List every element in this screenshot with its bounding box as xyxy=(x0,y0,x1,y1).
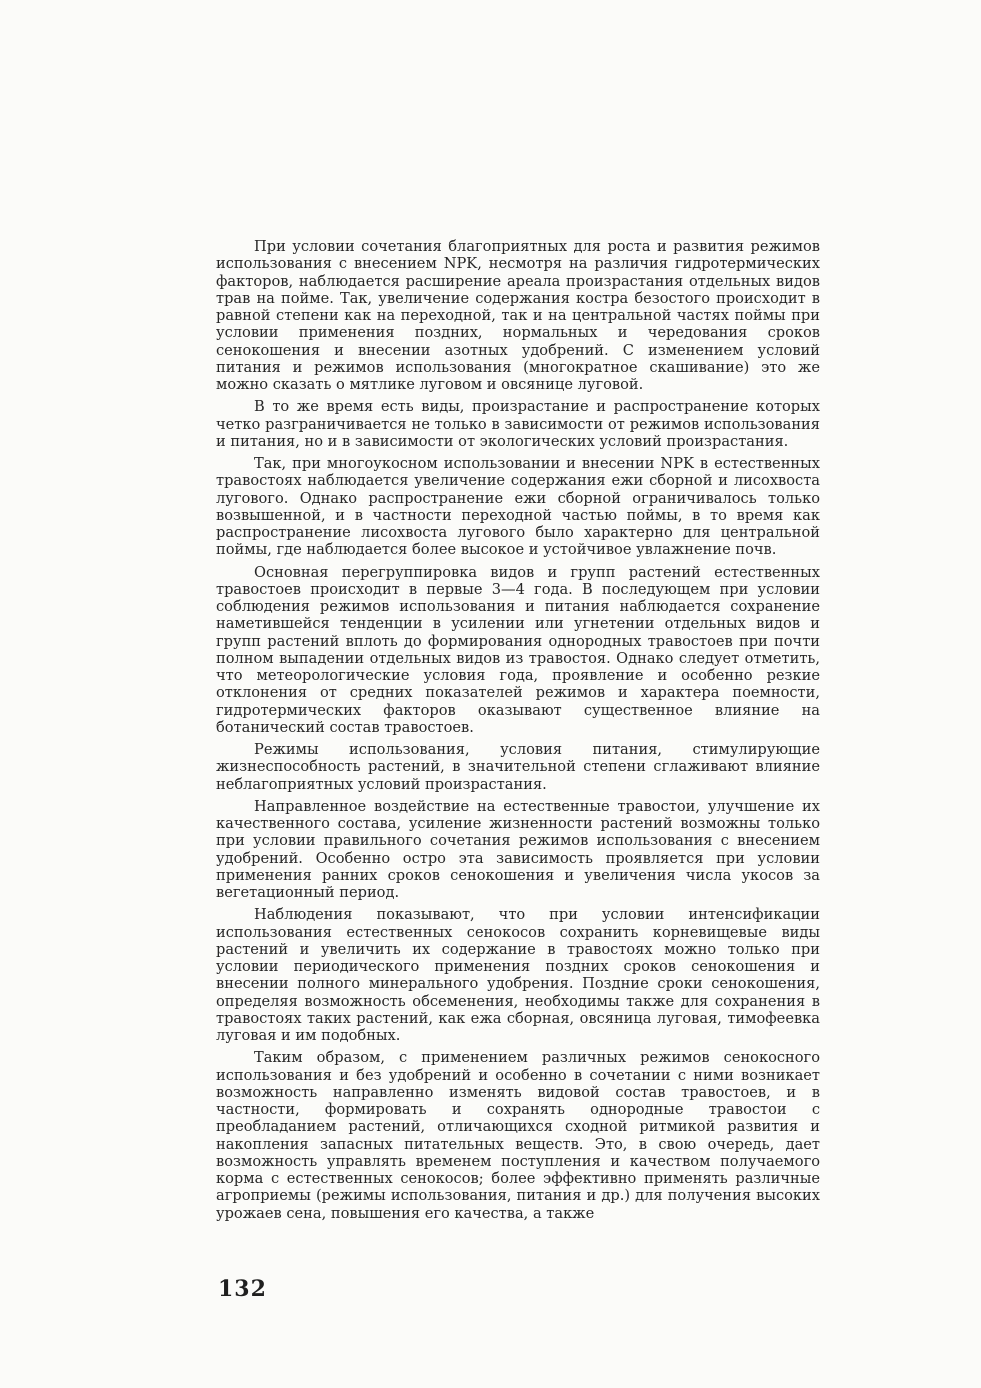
paragraph-2: В то же время есть виды, произрастание и распространение которых четко разграничивается не только в зависимости от режимов использования и питания, но и в зависимости от экологических условий произрастания. xyxy=(216,398,820,450)
paragraph-7: Наблюдения показывают, что при условии интенсификации использования естественных сенокосов сохранить корневищевые виды растений и увеличить их содержание в травостоях можно только при условии периодического применения поздних сроков сенокошения и внесении полного минерального удобрения. Поздние сроки сенокошения, определяя возможность обсеменения, необходимы также для сохранения в травостоях таких растений, как ежа сборная, овсяница луговая, тимофеевка луговая и им подобных. xyxy=(216,906,820,1044)
paragraph-8: Таким образом, с применением различных режимов сенокосного использования и без удобрений и особенно в сочетании с ними возникает возможность направленно изменять видовой состав травостоев, и в частности, формировать и сохранять однородные травостои с преобладанием растений, отличающихся сходной ритмикой развития и накопления запасных питательных веществ. Это, в свою очередь, дает возможность управлять временем поступления и качеством получаемого корма с естественных сенокосов; более эффективно применять различные агроприемы (режимы использования, питания и др.) для получения высоких урожаев сена, повышения его качества, а также xyxy=(216,1049,820,1222)
paragraph-3: Так, при многоукосном использовании и внесении NPK в естественных травостоях наблюдается увеличение содержания ежи сборной и лисохвоста лугового. Однако распространение ежи сборной ограничивалось только возвышенной, и в частности переходной частью поймы, в то время как распространение лисохвоста лугового было характерно для центральной поймы, где наблюдается более высокое и устойчивое увлажнение почв. xyxy=(216,455,820,559)
paragraph-5: Режимы использования, условия питания, стимулирующие жизнеспособность растений, в значительной степени сглаживают влияние неблагоприятных условий произрастания. xyxy=(216,741,820,793)
paragraph-1: При условии сочетания благоприятных для роста и развития режимов использования с внесением NPK, несмотря на различия гидротермических факторов, наблюдается расширение ареала произрастания отдельных видов трав на пойме. Так, увеличение содержания костра безостого происходит в равной степени как на переходной, так и на центральной частях поймы при условии применения поздних, нормальных и чередования сроков сенокошения и внесении азотных удобрений. С изменением условий питания и режимов использования (многократное скашивание) это же можно сказать о мятлике луговом и овсянице луговой. xyxy=(216,238,820,393)
page-number: 132 xyxy=(218,1276,267,1302)
paragraph-6: Направленное воздействие на естественные травостои, улучшение их качественного состава, усиление жизненности растений возможны только при условии правильного сочетания режимов использования с внесением удобрений. Особенно остро эта зависимость проявляется при условии применения ранних сроков сенокошения и увеличения числа укосов за вегетационный период. xyxy=(216,797,820,901)
body-text xyxy=(216,238,820,1227)
paragraph-4: Основная перегруппировка видов и групп растений естественных травостоев происходит в первые 3—4 года. В последующем при условии соблюдения режимов использования и питания наблюдается сохранение наметившейся тенденции в усилении или угнетении отдельных видов и групп растений вплоть до формирования однородных травостоев при почти полном выпадении отдельных видов из травостоя. Однако следует отметить, что метеорологические условия года, проявление и особенно резкие отклонения от средних показателей режимов и характера поемности, гидротермических факторов оказывают существенное влияние на ботанический состав травостоев. xyxy=(216,563,820,736)
